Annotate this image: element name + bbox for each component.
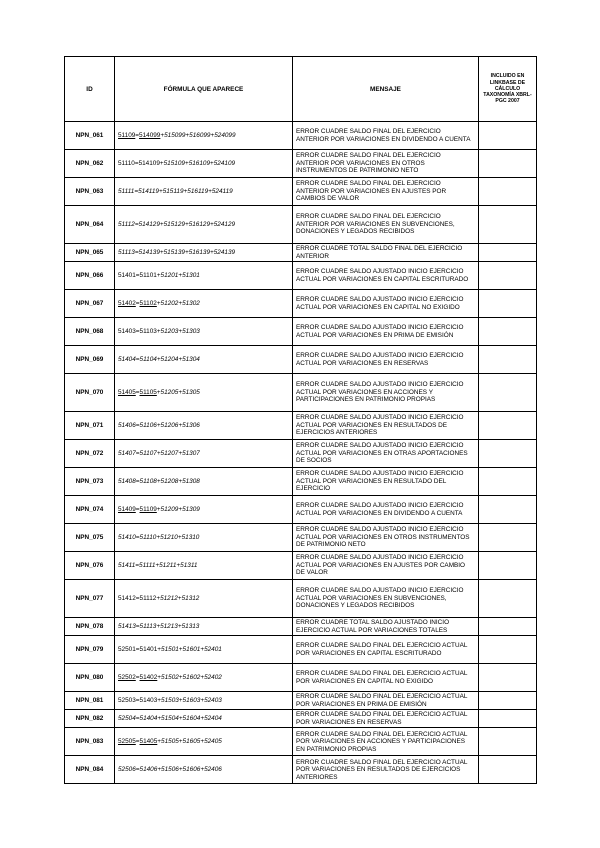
rule-formula: 51401=51101+51201+51301 xyxy=(115,262,293,290)
rule-formula: 51112=514129+515129+516129+524129 xyxy=(115,206,293,244)
table-row xyxy=(65,412,537,440)
rule-message: ERROR CUADRE SALDO FINAL DEL EJERCICIO ANTERIOR POR VARIACIONES EN DIVIDENDO A CUENTA xyxy=(293,122,479,150)
rule-included xyxy=(479,374,537,412)
rule-message: ERROR CUADRE SALDO AJUSTADO INICIO EJERCICIO ACTUAL POR VARIACIONES EN RESERVAS xyxy=(293,346,479,374)
rule-formula: 51411=51111+51211+51311 xyxy=(115,552,293,580)
table-row xyxy=(65,468,537,496)
rule-formula: 51406=51106+51206+51306 xyxy=(115,412,293,440)
rule-formula: 51405=51105+51205+51305 xyxy=(115,374,293,412)
rule-formula: 52501=51401+51501+51601+52401 xyxy=(115,636,293,664)
rule-formula: 52506=51406+51506+51606+52406 xyxy=(115,756,293,784)
rule-formula: 51413=51113+51213+51313 xyxy=(115,618,293,636)
rule-included xyxy=(479,664,537,692)
header-formula: FÓRMULA QUE APARECE xyxy=(115,57,293,122)
rule-included xyxy=(479,290,537,318)
table-row xyxy=(65,756,537,784)
table-row xyxy=(65,580,537,618)
rule-message: ERROR CUADRE SALDO AJUSTADO INICIO EJERCICIO ACTUAL POR VARIACIONES EN SUBVENCIONES, DONACIONES Y LEGADOS RECIBIDOS xyxy=(293,580,479,618)
rule-message: ERROR CUADRE SALDO FINAL DEL EJERCICIO ACTUAL POR VARIACIONES EN PRIMA DE EMISIÓN xyxy=(293,692,479,710)
rule-formula: 51403=51103+51203+51303 xyxy=(115,318,293,346)
table-row xyxy=(65,664,537,692)
rule-id: NPN_066 xyxy=(65,262,115,290)
rule-id: NPN_073 xyxy=(65,468,115,496)
rule-formula: 51412=51112+51212+51312 xyxy=(115,580,293,618)
rule-id: NPN_061 xyxy=(65,122,115,150)
rule-included xyxy=(479,524,537,552)
rule-message: ERROR CUADRE SALDO FINAL DEL EJERCICIO ACTUAL POR VARIACIONES EN CAPITAL ESCRITURADO xyxy=(293,636,479,664)
rule-id: NPN_077 xyxy=(65,580,115,618)
rule-id: NPN_072 xyxy=(65,440,115,468)
table-row xyxy=(65,618,537,636)
rule-id: NPN_081 xyxy=(65,692,115,710)
rule-message: ERROR CUADRE SALDO FINAL DEL EJERCICIO ANTERIOR POR VARIACIONES EN OTROS INSTRUMENTOS DE PATRIMONIO NETO xyxy=(293,150,479,178)
rule-included xyxy=(479,178,537,206)
rule-id: NPN_070 xyxy=(65,374,115,412)
table-row xyxy=(65,262,537,290)
rule-formula: 52503=51403+51503+51603+52403 xyxy=(115,692,293,710)
table-row xyxy=(65,346,537,374)
rule-included xyxy=(479,122,537,150)
table-row xyxy=(65,122,537,150)
rule-message: ERROR CUADRE SALDO AJUSTADO INICIO EJERCICIO ACTUAL POR VARIACIONES EN AJUSTES POR CAMBIO DE VALOR xyxy=(293,552,479,580)
rule-included xyxy=(479,206,537,244)
rule-id: NPN_068 xyxy=(65,318,115,346)
rule-included xyxy=(479,346,537,374)
table-row xyxy=(65,150,537,178)
rule-message: ERROR CUADRE SALDO FINAL DEL EJERCICIO ACTUAL POR VARIACIONES EN RESERVAS xyxy=(293,710,479,728)
table-row xyxy=(65,374,537,412)
table-row xyxy=(65,692,537,710)
rule-id: NPN_069 xyxy=(65,346,115,374)
table-row xyxy=(65,552,537,580)
rule-message: ERROR CUADRE TOTAL SALDO AJUSTADO INICIO EJERCICIO ACTUAL POR VARIACIONES TOTALES xyxy=(293,618,479,636)
rule-id: NPN_067 xyxy=(65,290,115,318)
table-row xyxy=(65,178,537,206)
rule-formula: 51111=514119+515119+516119+524119 xyxy=(115,178,293,206)
rule-formula: 52504=51404+51504+51604+52404 xyxy=(115,710,293,728)
rule-id: NPN_062 xyxy=(65,150,115,178)
rule-message: ERROR CUADRE SALDO FINAL DEL EJERCICIO ANTERIOR POR VARIACIONES EN SUBVENCIONES, DONACIONES Y LEGADOS RECIBIDOS xyxy=(293,206,479,244)
rule-message: ERROR CUADRE SALDO AJUSTADO INICIO EJERCICIO ACTUAL POR VARIACIONES EN DIVIDENDO A CUENTA xyxy=(293,496,479,524)
rule-message: ERROR CUADRE TOTAL SALDO FINAL DEL EJERCICIO ANTERIOR xyxy=(293,244,479,262)
rule-included xyxy=(479,636,537,664)
rule-message: ERROR CUADRE SALDO FINAL DEL EJERCICIO ACTUAL POR VARIACIONES EN ACCIONES Y PARTICIPACIONES EN PATRIMONIO PROPIAS xyxy=(293,728,479,756)
rule-id: NPN_071 xyxy=(65,412,115,440)
rule-id: NPN_080 xyxy=(65,664,115,692)
rule-id: NPN_083 xyxy=(65,728,115,756)
header-incluido: INCLUIDO EN LINKBASE DE CÁLCULO TAXONOMÍA XBRL-PGC 2007 xyxy=(479,57,537,122)
rule-message: ERROR CUADRE SALDO FINAL DEL EJERCICIO ACTUAL POR VARIACIONES EN CAPITAL NO EXIGIDO xyxy=(293,664,479,692)
rule-included xyxy=(479,756,537,784)
rule-id: NPN_076 xyxy=(65,552,115,580)
rule-included xyxy=(479,728,537,756)
rule-message: ERROR CUADRE SALDO AJUSTADO INICIO EJERCICIO ACTUAL POR VARIACIONES EN CAPITAL ESCRITURADO xyxy=(293,262,479,290)
rule-included xyxy=(479,262,537,290)
table-row xyxy=(65,206,537,244)
table-row xyxy=(65,524,537,552)
rule-included xyxy=(479,412,537,440)
rule-formula: 51409=51109+51209+51309 xyxy=(115,496,293,524)
rule-included xyxy=(479,318,537,346)
rule-formula: 51402=51102+51202+51302 xyxy=(115,290,293,318)
header-mensaje: MENSAJE xyxy=(293,57,479,122)
rule-formula: 51408=51108+51208+51308 xyxy=(115,468,293,496)
rule-id: NPN_064 xyxy=(65,206,115,244)
table-body xyxy=(65,122,537,784)
rule-included xyxy=(479,692,537,710)
rule-formula: 51410=51110+51210+51310 xyxy=(115,524,293,552)
table-row xyxy=(65,728,537,756)
rule-id: NPN_078 xyxy=(65,618,115,636)
rule-included xyxy=(479,468,537,496)
rule-message: ERROR CUADRE SALDO AJUSTADO INICIO EJERCICIO ACTUAL POR VARIACIONES EN CAPITAL NO EXIGIDO xyxy=(293,290,479,318)
rule-included xyxy=(479,618,537,636)
rule-message: ERROR CUADRE SALDO AJUSTADO INICIO EJERCICIO ACTUAL POR VARIACIONES EN OTROS INSTRUMENTOS DE PATRIMONIO NETO xyxy=(293,524,479,552)
rule-message: ERROR CUADRE SALDO FINAL DEL EJERCICIO ANTERIOR POR VARIACIONES EN AJUSTES POR CAMBIOS DE VALOR xyxy=(293,178,479,206)
table-row xyxy=(65,710,537,728)
rule-formula: 51407=51107+51207+51307 xyxy=(115,440,293,468)
rule-formula: 52502=51402+51502+51602+52402 xyxy=(115,664,293,692)
rule-message: ERROR CUADRE SALDO AJUSTADO INICIO EJERCICIO ACTUAL POR VARIACIONES EN RESULTADO DEL EJERCICIO xyxy=(293,468,479,496)
rule-id: NPN_082 xyxy=(65,710,115,728)
rule-included xyxy=(479,440,537,468)
rule-formula: 52505=51405+51505+51605+52405 xyxy=(115,728,293,756)
rule-message: ERROR CUADRE SALDO AJUSTADO INICIO EJERCICIO ACTUAL POR VARIACIONES EN ACCIONES Y PARTICIPACIONES EN PATRIMONIO PROPIAS xyxy=(293,374,479,412)
table-row xyxy=(65,290,537,318)
header-id: ID xyxy=(65,57,115,122)
rule-included xyxy=(479,496,537,524)
validation-rules-table xyxy=(64,56,537,784)
table-row xyxy=(65,440,537,468)
rule-formula: 51109=514099+515099+516099+524099 xyxy=(115,122,293,150)
rule-formula: 51113=514139+515139+516139+524139 xyxy=(115,244,293,262)
rule-included xyxy=(479,244,537,262)
rule-message: ERROR CUADRE SALDO AJUSTADO INICIO EJERCICIO ACTUAL POR VARIACIONES EN OTRAS APORTACIONES DE SOCIOS xyxy=(293,440,479,468)
rule-id: NPN_063 xyxy=(65,178,115,206)
rule-id: NPN_079 xyxy=(65,636,115,664)
table-row xyxy=(65,636,537,664)
rule-id: NPN_084 xyxy=(65,756,115,784)
table-row xyxy=(65,496,537,524)
rule-message: ERROR CUADRE SALDO AJUSTADO INICIO EJERCICIO ACTUAL POR VARIACIONES EN PRIMA DE EMISIÓN xyxy=(293,318,479,346)
table-row xyxy=(65,318,537,346)
rule-id: NPN_065 xyxy=(65,244,115,262)
rule-message: ERROR CUADRE SALDO AJUSTADO INICIO EJERCICIO ACTUAL POR VARIACIONES EN RESULTADOS DE EJERCICIOS ANTERIORES xyxy=(293,412,479,440)
rule-message: ERROR CUADRE SALDO FINAL DEL EJERCICIO ACTUAL POR VARIACIONES EN RESULTADOS DE EJERCICIOS ANTERIORES xyxy=(293,756,479,784)
rule-included xyxy=(479,552,537,580)
rule-id: NPN_074 xyxy=(65,496,115,524)
rule-included xyxy=(479,710,537,728)
rule-included xyxy=(479,150,537,178)
rule-formula: 51110=514109+515109+516109+524109 xyxy=(115,150,293,178)
table-row xyxy=(65,244,537,262)
rule-formula: 51404=51104+51204+51304 xyxy=(115,346,293,374)
rule-id: NPN_075 xyxy=(65,524,115,552)
rule-included xyxy=(479,580,537,618)
table-header-row xyxy=(65,57,537,122)
